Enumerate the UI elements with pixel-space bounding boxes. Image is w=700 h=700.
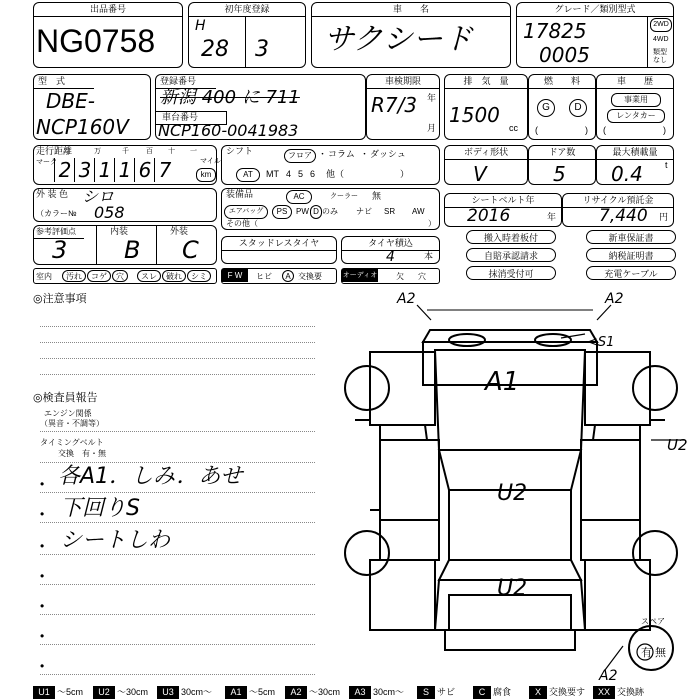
shift-other: 他（ (326, 169, 345, 179)
legend-text-4: ～30cm (309, 687, 341, 697)
shift-floor: フロア (284, 149, 316, 163)
seatbelt-year: 2016 (467, 206, 511, 226)
chassis-number: NCP160-0041983 (158, 121, 299, 140)
inspector-title: ◎検査員報告 (33, 392, 98, 404)
equipment-cell: 装備品 AC クーラー 無 エアバッグ PS PW D のみ ナビ SR AW その他（ ） (221, 188, 440, 230)
legend-code-1: U2 (93, 686, 115, 699)
interior-condition-label: 室内 (36, 272, 52, 281)
seatbelt-year-unit: 年 (547, 212, 557, 222)
legend-text-9: 交換跡 (617, 687, 645, 697)
mark-rear-bumper: A2 (599, 668, 618, 684)
exterior-grade-label: 外装 (170, 226, 189, 236)
timing-belt-sub: 交換 有・無 (58, 449, 106, 458)
wheel-front-left (345, 366, 389, 410)
interior-item-5: シミ (187, 270, 211, 282)
mark-hood: U2 (497, 481, 528, 506)
displacement-cell (444, 74, 528, 140)
lot-number: NG0758 (36, 23, 156, 59)
equip-pw-driver: D (310, 205, 322, 219)
inspection-expiry-label: 車検期限 (367, 75, 439, 89)
exterior-color: シロ (82, 187, 115, 206)
doors-label: ドア数 (529, 146, 595, 160)
interior-condition-cell (33, 268, 217, 284)
displacement-unit: cc (509, 123, 518, 133)
tire-loaded-count: 4 (386, 249, 395, 265)
registration-number: 新潟 400 に 711 (160, 87, 300, 108)
mark-roof: A1 (485, 367, 520, 397)
document-option-5: 充電ケーブル (586, 266, 676, 280)
shift-5: 5 (298, 169, 304, 179)
body-type-label: ボディ形状 (445, 146, 527, 160)
legend-text-7: 腐食 (493, 687, 512, 697)
tire-loaded-label: タイヤ積込 (342, 237, 439, 251)
audio-hole: 穴 (418, 272, 426, 281)
mileage-digit-5: 7 (154, 158, 175, 182)
mileage-unit-4: 一 (190, 148, 197, 155)
grade-code-1: 17825 (523, 19, 587, 43)
equip-sr: SR (384, 207, 396, 216)
first-registration-label: 初年度登録 (189, 3, 305, 17)
left-front-door (380, 440, 439, 520)
fuel-cell: 燃 料 G D ( ) (528, 74, 596, 140)
model-label: 型 式 (38, 76, 66, 86)
evaluation-cell (33, 225, 217, 265)
interior-item-0: 汚れ (62, 270, 86, 282)
front-windshield-cell (221, 268, 337, 284)
roof-panel (435, 350, 585, 450)
legend-text-3: ～5cm (249, 687, 276, 697)
inspection-year-unit: 年 (427, 93, 437, 103)
tire-loaded-unit: 本 (424, 251, 434, 261)
legend-text-1: ～30cm (117, 687, 149, 697)
legend-text-5: 30cm～ (373, 687, 405, 697)
doors-cell (528, 145, 596, 185)
mark-a2-top-left: A2 (397, 291, 416, 307)
interior-item-2: 穴 (112, 270, 128, 282)
equip-navi: ナビ (356, 207, 372, 216)
mileage-unit-3: 十 (168, 148, 175, 155)
mileage-cell (33, 145, 221, 185)
drive-unknown: 類型 なし (653, 49, 667, 64)
equip-airbag: エアバッグ (224, 205, 268, 219)
interior-item-4: 破れ (162, 270, 186, 282)
timing-belt-label: タイミングベルト (40, 438, 104, 447)
registration-number-cell (155, 74, 366, 140)
max-load-cell (596, 145, 674, 185)
max-load-label: 最大積載量 (597, 146, 673, 160)
left-front-fender (370, 352, 435, 425)
equip-cooler: クーラー (330, 193, 358, 200)
tire-loaded-cell (341, 236, 440, 264)
mileage-label: 走行距離 (36, 146, 73, 156)
seatbelt-year-cell (444, 193, 562, 227)
history-rental: レンタカー (607, 109, 665, 123)
shift-dash: ダッシュ (370, 149, 406, 159)
legend-code-2: U3 (157, 686, 179, 699)
equip-none: 無 (372, 191, 382, 201)
displacement: 1500 (449, 103, 500, 127)
studless-tire-cell (221, 236, 337, 264)
spare-none: 無 (655, 647, 666, 659)
spare-label: スペア (641, 617, 665, 626)
mark-front-scratch: <S1 (587, 335, 615, 350)
fuel-label: 燃 料 (529, 75, 595, 89)
color-number-label: （カラー№ (36, 209, 77, 218)
exterior-color-label: 外 装 色 (36, 189, 69, 199)
engine-sub: （異音・不調等） (40, 419, 104, 428)
registration-month: 3 (255, 37, 269, 62)
legend-code-4: A2 (285, 686, 307, 699)
model-line-2: NCP160V (36, 115, 129, 139)
front-windshield-label: F W (222, 269, 248, 282)
shift-6: 6 (310, 169, 316, 179)
legend-text-8: 交換要す (549, 687, 586, 697)
registration-year: 28 (201, 37, 229, 62)
shift-at: AT (236, 168, 260, 182)
shift-cell: シフト フロア ・ コラム ・ ダッシュ AT MT 4 5 6 他（ ） (221, 145, 440, 185)
history-commercial: 事業用 (611, 93, 661, 107)
legend-code-0: U1 (33, 686, 55, 699)
shift-4: 4 (286, 169, 292, 179)
era: H (195, 18, 206, 34)
document-option-4: 抹消受付可 (466, 266, 556, 280)
first-registration-cell (188, 2, 306, 68)
mark-label: マーク (36, 159, 57, 166)
legend-code-9: XX (593, 686, 615, 699)
evaluation-score-label: 参考評価点 (36, 227, 76, 236)
fuel-diesel: D (569, 99, 587, 117)
chassis-number-label: 車台番号 (162, 112, 199, 122)
model-line-1: DBE- (46, 89, 95, 113)
legend-code-7: C (473, 686, 491, 699)
mileage-digit-3: 1 (114, 158, 135, 182)
inspection-expiry: R7/3 (371, 93, 418, 117)
audio-label: オーディオ (342, 269, 378, 282)
body-type-cell (444, 145, 528, 185)
car-name-cell (311, 2, 511, 68)
legend-code-5: A3 (349, 686, 371, 699)
caution-title: ◎注意事項 (33, 293, 87, 305)
model-cell (33, 74, 151, 140)
rear-bumper (445, 630, 575, 650)
legend-text-2: 30cm～ (181, 687, 213, 697)
equip-ps: PS (272, 205, 292, 219)
inspection-month-unit: 月 (427, 123, 437, 133)
interior-grade: B (124, 236, 141, 264)
mark-rear: U2 (497, 576, 528, 601)
right-front-door (581, 440, 640, 520)
shift-mt: MT (266, 169, 279, 179)
right-front-fender (585, 352, 650, 425)
body-type: V (473, 162, 487, 186)
mileage-digit-4: 6 (134, 158, 155, 182)
grade-code-2: 0005 (539, 43, 590, 67)
history-label: 車 歴 (597, 75, 673, 89)
inspector-note-1: 各A1．しみ．あせ (58, 464, 243, 489)
interior-item-3: スレ (137, 270, 161, 282)
document-options-cell (444, 228, 674, 284)
displacement-label: 排 気 量 (445, 75, 527, 89)
legend-text-6: サビ (437, 687, 456, 697)
fw-crack: ヒビ (256, 272, 272, 281)
car-name: サクシード (324, 22, 473, 57)
audio-cell (341, 268, 440, 284)
recycle-fee-label: リサイクル預託金 (563, 194, 673, 208)
car-damage-diagram (335, 290, 700, 685)
equipment-label: 装備品 (226, 189, 254, 199)
studless-tire-label: スタッドレスタイヤ (222, 237, 336, 251)
grade-label: グレード／類別型式 (517, 3, 673, 17)
history-cell: 車 歴 事業用 レンタカー ( ) (596, 74, 674, 140)
equip-pw-only: のみ (322, 207, 338, 216)
doors: 5 (553, 162, 566, 186)
mileage-digit-2: 1 (94, 158, 115, 182)
wheel-rear-left (345, 531, 389, 575)
shift-column: コラム (328, 149, 355, 159)
evaluation-score: 3 (52, 236, 68, 264)
drive-4wd: 4WD (653, 36, 669, 43)
interior-item-1: コゲ (87, 270, 111, 282)
car-name-label: 車 名 (312, 3, 510, 17)
max-load-unit: t (665, 160, 668, 170)
document-option-1: 新車保証書 (586, 230, 676, 244)
spare-has: 有 (641, 647, 652, 659)
document-option-3: 納税証明書 (586, 248, 676, 262)
equip-pw: PW (296, 207, 309, 216)
seatbelt-year-label: シートベルト年 (445, 194, 561, 208)
km-label: km (196, 168, 216, 182)
recycle-fee-unit: 円 (659, 212, 669, 222)
legend-code-6: S (417, 686, 435, 699)
legend-code-3: A1 (225, 686, 247, 699)
mark-a2-top-right: A2 (605, 291, 624, 307)
fuel-gasoline: G (537, 99, 555, 117)
legend-text-0: ～5cm (57, 687, 84, 697)
recycle-fee: 7,440 (599, 206, 648, 226)
inspector-note-2: 下回りS (60, 496, 140, 521)
audio-missing: 欠 (396, 272, 404, 281)
lot-number-label: 出品番号 (34, 3, 182, 17)
color-number: 058 (94, 203, 125, 222)
recycle-fee-cell (562, 193, 674, 227)
exterior-color-cell (33, 188, 217, 222)
shift-label: シフト (226, 146, 254, 156)
equip-aw: AW (412, 207, 425, 216)
exterior-grade: C (182, 236, 199, 264)
engine-label: エンジン関係 (44, 409, 92, 418)
wheel-front-right (633, 366, 677, 410)
mile-label: マイル (200, 158, 221, 165)
mark-right-side: U2 (667, 436, 688, 454)
equip-other: その他（ (226, 219, 258, 228)
equip-ac: AC (286, 190, 312, 204)
grade-cell (516, 2, 674, 68)
mileage-digit-0: 2 (54, 158, 75, 182)
max-load: 0.4 (611, 162, 643, 186)
interior-grade-label: 内装 (110, 226, 129, 236)
mileage-unit-0: 万 (94, 148, 101, 155)
document-option-0: 搬入時着板付 (466, 230, 556, 244)
legend-code-8: X (529, 686, 547, 699)
inspector-note-3: シートしわ (60, 528, 171, 553)
mileage-unit-2: 百 (146, 148, 153, 155)
fw-a: A (282, 270, 294, 282)
mileage-digit-1: 3 (74, 158, 95, 182)
registration-number-label: 登録番号 (160, 76, 197, 86)
fw-replace: 交換要 (298, 272, 322, 281)
document-option-2: 自賠承認請求 (466, 248, 556, 262)
mileage-unit-1: 千 (122, 148, 129, 155)
drive-2wd: 2WD (650, 18, 672, 32)
inspection-expiry-cell (366, 74, 440, 140)
lot-number-cell (33, 2, 183, 68)
